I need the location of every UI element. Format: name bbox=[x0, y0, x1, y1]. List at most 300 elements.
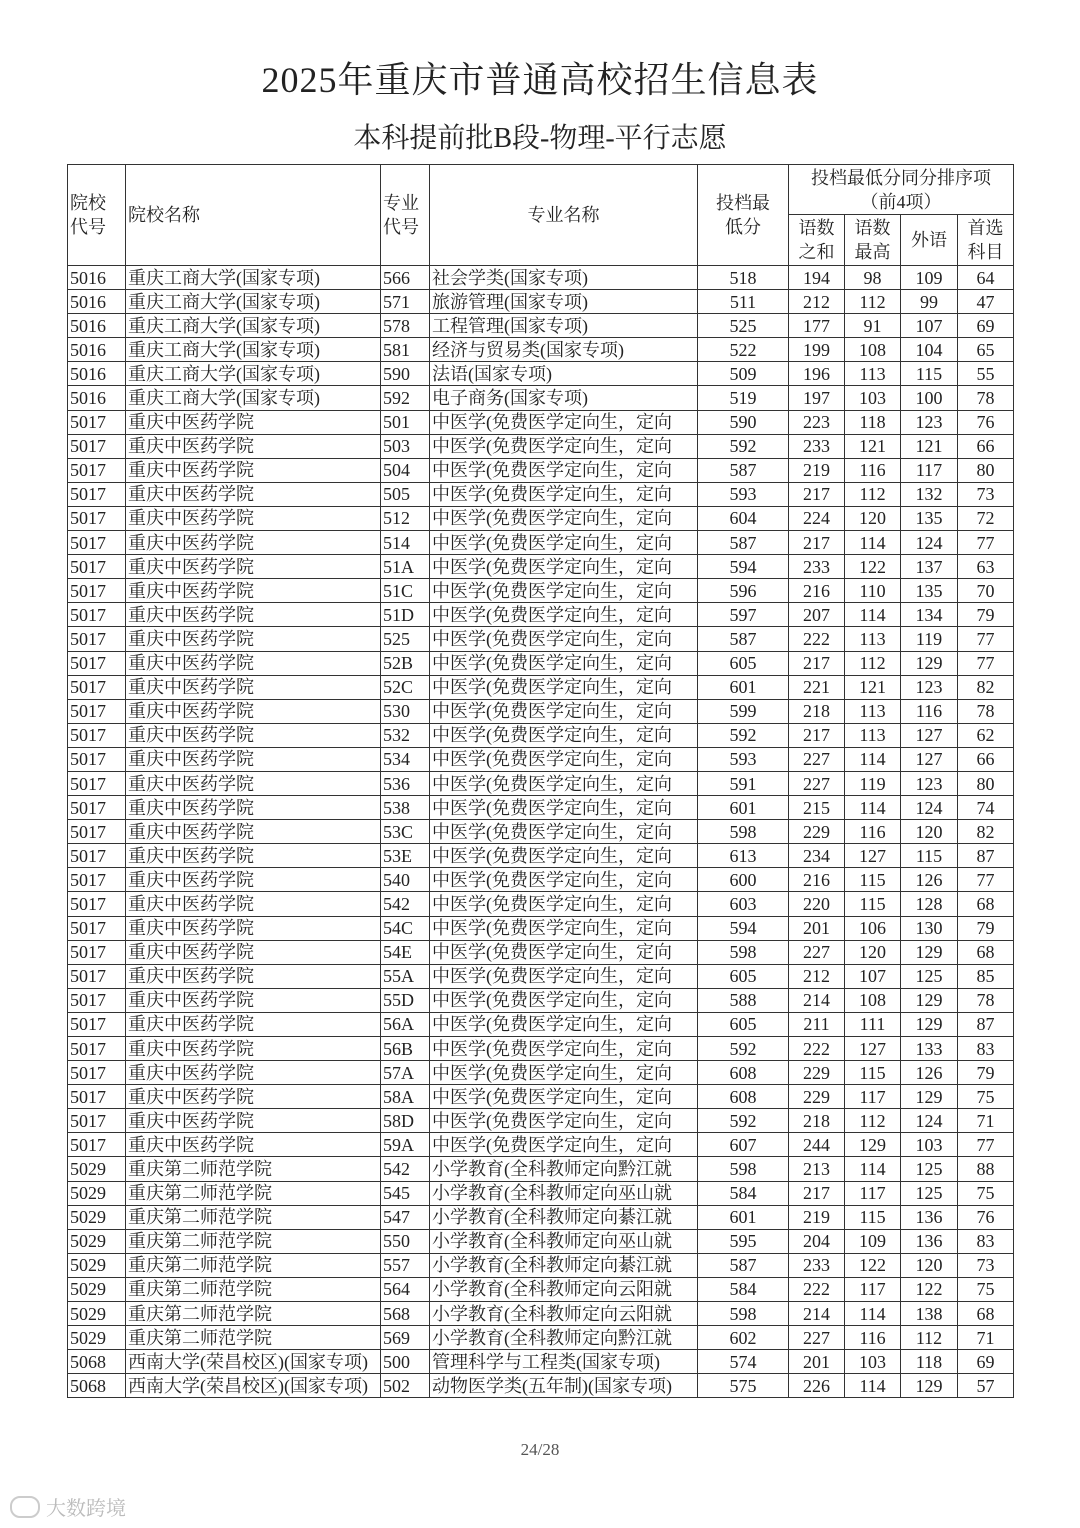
cell-school-name: 重庆中医药学院 bbox=[126, 555, 381, 579]
cell-tiebreak-4: 82 bbox=[958, 820, 1014, 844]
cell-school-name: 重庆第二师范学院 bbox=[126, 1277, 381, 1301]
cell-school-name: 西南大学(荣昌校区)(国家专项) bbox=[126, 1374, 381, 1398]
table-row bbox=[68, 940, 1014, 964]
cell-school-code: 5017 bbox=[68, 771, 126, 795]
cell-tiebreak-1: 217 bbox=[789, 531, 845, 555]
cell-school-name: 重庆第二师范学院 bbox=[126, 1253, 381, 1277]
cell-tiebreak-1: 227 bbox=[789, 1326, 845, 1350]
cell-tiebreak-4: 62 bbox=[958, 723, 1014, 747]
cell-school-code: 5016 bbox=[68, 290, 126, 314]
cell-major-code: 501 bbox=[381, 410, 430, 434]
cell-school-code: 5017 bbox=[68, 675, 126, 699]
cell-major-name: 工程管理(国家专项) bbox=[430, 314, 698, 338]
cell-tiebreak-3: 129 bbox=[901, 1012, 958, 1036]
table-row bbox=[68, 458, 1014, 482]
cell-major-code: 540 bbox=[381, 868, 430, 892]
cell-major-code: 592 bbox=[381, 386, 430, 410]
cell-school-code: 5017 bbox=[68, 1109, 126, 1133]
cell-min-score: 588 bbox=[698, 988, 789, 1012]
cell-min-score: 592 bbox=[698, 723, 789, 747]
cell-major-name: 中医学(免费医学定向生，定向 bbox=[430, 844, 698, 868]
cell-tiebreak-3: 125 bbox=[901, 964, 958, 988]
header-major-code: 专业代号 bbox=[381, 165, 430, 266]
table-row bbox=[68, 1229, 1014, 1253]
cell-school-code: 5017 bbox=[68, 723, 126, 747]
cell-major-name: 电子商务(国家专项) bbox=[430, 386, 698, 410]
cell-major-name: 小学教育(全科教师定向綦江就 bbox=[430, 1205, 698, 1229]
cell-school-name: 重庆中医药学院 bbox=[126, 1085, 381, 1109]
cell-school-code: 5017 bbox=[68, 1037, 126, 1061]
cell-tiebreak-4: 77 bbox=[958, 651, 1014, 675]
cell-tiebreak-4: 55 bbox=[958, 362, 1014, 386]
cell-major-code: 568 bbox=[381, 1302, 430, 1326]
cell-school-code: 5017 bbox=[68, 531, 126, 555]
table-row bbox=[68, 1253, 1014, 1277]
cell-major-code: 505 bbox=[381, 482, 430, 506]
cell-tiebreak-3: 132 bbox=[901, 482, 958, 506]
cell-major-name: 中医学(免费医学定向生，定向 bbox=[430, 1061, 698, 1085]
table-row bbox=[68, 868, 1014, 892]
cell-tiebreak-2: 109 bbox=[845, 1229, 901, 1253]
cell-school-code: 5016 bbox=[68, 338, 126, 362]
cell-tiebreak-3: 117 bbox=[901, 458, 958, 482]
table-row bbox=[68, 1374, 1014, 1398]
table-row bbox=[68, 651, 1014, 675]
cell-tiebreak-2: 107 bbox=[845, 964, 901, 988]
cell-school-code: 5068 bbox=[68, 1350, 126, 1374]
cell-major-name: 中医学(免费医学定向生，定向 bbox=[430, 1109, 698, 1133]
table-row bbox=[68, 1133, 1014, 1157]
table-row bbox=[68, 386, 1014, 410]
cell-major-code: 536 bbox=[381, 771, 430, 795]
cell-major-code: 52B bbox=[381, 651, 430, 675]
cell-major-name: 中医学(免费医学定向生，定向 bbox=[430, 506, 698, 530]
cell-tiebreak-3: 123 bbox=[901, 675, 958, 699]
cell-school-name: 重庆中医药学院 bbox=[126, 482, 381, 506]
cell-tiebreak-2: 114 bbox=[845, 1374, 901, 1398]
cell-tiebreak-4: 87 bbox=[958, 1012, 1014, 1036]
cell-tiebreak-1: 204 bbox=[789, 1229, 845, 1253]
cell-tiebreak-2: 115 bbox=[845, 892, 901, 916]
cell-min-score: 590 bbox=[698, 410, 789, 434]
cell-major-code: 550 bbox=[381, 1229, 430, 1253]
cell-tiebreak-2: 111 bbox=[845, 1012, 901, 1036]
cell-major-code: 534 bbox=[381, 747, 430, 771]
cell-tiebreak-3: 107 bbox=[901, 314, 958, 338]
cell-tiebreak-1: 233 bbox=[789, 434, 845, 458]
cell-min-score: 605 bbox=[698, 1012, 789, 1036]
cell-tiebreak-4: 83 bbox=[958, 1229, 1014, 1253]
cell-major-code: 569 bbox=[381, 1326, 430, 1350]
cell-school-name: 重庆中医药学院 bbox=[126, 771, 381, 795]
cell-school-code: 5017 bbox=[68, 988, 126, 1012]
cell-tiebreak-4: 63 bbox=[958, 555, 1014, 579]
cell-tiebreak-3: 123 bbox=[901, 410, 958, 434]
cell-major-code: 56B bbox=[381, 1037, 430, 1061]
table-row bbox=[68, 1350, 1014, 1374]
header-tiebreak-3: 外语 bbox=[901, 215, 958, 266]
cell-min-score: 587 bbox=[698, 458, 789, 482]
cell-tiebreak-4: 80 bbox=[958, 458, 1014, 482]
cell-school-name: 重庆工商大学(国家专项) bbox=[126, 314, 381, 338]
cell-tiebreak-1: 197 bbox=[789, 386, 845, 410]
cell-major-code: 557 bbox=[381, 1253, 430, 1277]
cell-school-code: 5017 bbox=[68, 555, 126, 579]
cell-tiebreak-4: 68 bbox=[958, 1302, 1014, 1326]
cell-major-name: 中医学(免费医学定向生，定向 bbox=[430, 458, 698, 482]
cell-school-name: 重庆中医药学院 bbox=[126, 796, 381, 820]
cell-tiebreak-2: 103 bbox=[845, 1350, 901, 1374]
cell-major-code: 530 bbox=[381, 699, 430, 723]
cell-tiebreak-2: 115 bbox=[845, 868, 901, 892]
cell-major-code: 525 bbox=[381, 627, 430, 651]
cell-tiebreak-2: 129 bbox=[845, 1133, 901, 1157]
cell-major-code: 578 bbox=[381, 314, 430, 338]
table-row bbox=[68, 1302, 1014, 1326]
cell-min-score: 605 bbox=[698, 651, 789, 675]
cell-school-name: 重庆中医药学院 bbox=[126, 651, 381, 675]
cell-tiebreak-1: 222 bbox=[789, 1037, 845, 1061]
cell-tiebreak-4: 69 bbox=[958, 314, 1014, 338]
table-row bbox=[68, 892, 1014, 916]
cell-min-score: 607 bbox=[698, 1133, 789, 1157]
cell-tiebreak-3: 119 bbox=[901, 627, 958, 651]
cell-major-name: 中医学(免费医学定向生，定向 bbox=[430, 988, 698, 1012]
cell-tiebreak-1: 217 bbox=[789, 723, 845, 747]
cell-major-name: 中医学(免费医学定向生，定向 bbox=[430, 482, 698, 506]
cell-tiebreak-3: 124 bbox=[901, 531, 958, 555]
cell-tiebreak-4: 71 bbox=[958, 1326, 1014, 1350]
table-row bbox=[68, 266, 1014, 290]
cell-tiebreak-2: 113 bbox=[845, 723, 901, 747]
cell-min-score: 598 bbox=[698, 820, 789, 844]
cell-tiebreak-4: 75 bbox=[958, 1277, 1014, 1301]
cell-min-score: 592 bbox=[698, 434, 789, 458]
cell-school-name: 重庆中医药学院 bbox=[126, 868, 381, 892]
table-row bbox=[68, 434, 1014, 458]
cell-tiebreak-1: 217 bbox=[789, 651, 845, 675]
cell-school-name: 重庆中医药学院 bbox=[126, 675, 381, 699]
table-row bbox=[68, 1205, 1014, 1229]
cell-school-code: 5017 bbox=[68, 579, 126, 603]
table-row bbox=[68, 1277, 1014, 1301]
cell-tiebreak-2: 108 bbox=[845, 988, 901, 1012]
cell-tiebreak-3: 121 bbox=[901, 434, 958, 458]
cell-school-name: 重庆中医药学院 bbox=[126, 820, 381, 844]
cell-school-code: 5029 bbox=[68, 1229, 126, 1253]
cell-min-score: 525 bbox=[698, 314, 789, 338]
cell-school-name: 重庆中医药学院 bbox=[126, 434, 381, 458]
cell-major-name: 旅游管理(国家专项) bbox=[430, 290, 698, 314]
cell-major-name: 中医学(免费医学定向生，定向 bbox=[430, 723, 698, 747]
cell-school-code: 5029 bbox=[68, 1277, 126, 1301]
cell-major-name: 社会学类(国家专项) bbox=[430, 266, 698, 290]
cell-major-code: 57A bbox=[381, 1061, 430, 1085]
cell-tiebreak-4: 68 bbox=[958, 940, 1014, 964]
cell-major-code: 566 bbox=[381, 266, 430, 290]
cell-tiebreak-2: 122 bbox=[845, 1253, 901, 1277]
cell-min-score: 518 bbox=[698, 266, 789, 290]
cell-school-code: 5017 bbox=[68, 844, 126, 868]
cell-min-score: 511 bbox=[698, 290, 789, 314]
cell-tiebreak-1: 212 bbox=[789, 964, 845, 988]
cell-school-code: 5017 bbox=[68, 940, 126, 964]
cell-tiebreak-1: 227 bbox=[789, 747, 845, 771]
cell-major-name: 中医学(免费医学定向生，定向 bbox=[430, 531, 698, 555]
cell-tiebreak-2: 116 bbox=[845, 820, 901, 844]
table-row bbox=[68, 603, 1014, 627]
cell-major-code: 547 bbox=[381, 1205, 430, 1229]
table-row bbox=[68, 1012, 1014, 1036]
cell-min-score: 601 bbox=[698, 675, 789, 699]
cell-tiebreak-2: 122 bbox=[845, 555, 901, 579]
table-row bbox=[68, 771, 1014, 795]
cell-school-name: 重庆第二师范学院 bbox=[126, 1157, 381, 1181]
cell-tiebreak-1: 217 bbox=[789, 1181, 845, 1205]
table-row bbox=[68, 579, 1014, 603]
cell-tiebreak-2: 112 bbox=[845, 1109, 901, 1133]
cell-school-name: 重庆工商大学(国家专项) bbox=[126, 362, 381, 386]
cell-min-score: 592 bbox=[698, 1037, 789, 1061]
cell-major-name: 中医学(免费医学定向生，定向 bbox=[430, 410, 698, 434]
cell-tiebreak-3: 135 bbox=[901, 579, 958, 603]
cell-tiebreak-1: 218 bbox=[789, 1109, 845, 1133]
cell-min-score: 603 bbox=[698, 892, 789, 916]
cell-tiebreak-1: 212 bbox=[789, 290, 845, 314]
cell-tiebreak-2: 113 bbox=[845, 627, 901, 651]
cell-tiebreak-2: 116 bbox=[845, 1326, 901, 1350]
cell-tiebreak-3: 129 bbox=[901, 651, 958, 675]
cell-tiebreak-4: 75 bbox=[958, 1085, 1014, 1109]
cell-school-name: 重庆中医药学院 bbox=[126, 699, 381, 723]
cell-tiebreak-4: 78 bbox=[958, 988, 1014, 1012]
table-row bbox=[68, 290, 1014, 314]
table-row bbox=[68, 627, 1014, 651]
cell-major-code: 581 bbox=[381, 338, 430, 362]
cell-major-code: 590 bbox=[381, 362, 430, 386]
cell-tiebreak-3: 129 bbox=[901, 988, 958, 1012]
cell-tiebreak-3: 135 bbox=[901, 506, 958, 530]
cell-tiebreak-3: 133 bbox=[901, 1037, 958, 1061]
table-row bbox=[68, 531, 1014, 555]
cell-school-code: 5029 bbox=[68, 1181, 126, 1205]
cell-school-code: 5017 bbox=[68, 796, 126, 820]
cell-tiebreak-4: 79 bbox=[958, 1061, 1014, 1085]
cell-school-code: 5029 bbox=[68, 1253, 126, 1277]
table-row bbox=[68, 1061, 1014, 1085]
cell-tiebreak-1: 229 bbox=[789, 820, 845, 844]
cell-major-name: 中医学(免费医学定向生，定向 bbox=[430, 579, 698, 603]
cell-tiebreak-1: 214 bbox=[789, 1302, 845, 1326]
cell-school-code: 5017 bbox=[68, 747, 126, 771]
cell-major-name: 中医学(免费医学定向生，定向 bbox=[430, 771, 698, 795]
cell-major-name: 中医学(免费医学定向生，定向 bbox=[430, 892, 698, 916]
cell-tiebreak-2: 98 bbox=[845, 266, 901, 290]
cell-tiebreak-3: 116 bbox=[901, 699, 958, 723]
cell-major-name: 法语(国家专项) bbox=[430, 362, 698, 386]
cell-tiebreak-1: 226 bbox=[789, 1374, 845, 1398]
cell-min-score: 601 bbox=[698, 1205, 789, 1229]
cell-min-score: 522 bbox=[698, 338, 789, 362]
cell-major-code: 571 bbox=[381, 290, 430, 314]
cell-min-score: 592 bbox=[698, 1109, 789, 1133]
cell-major-code: 58A bbox=[381, 1085, 430, 1109]
table-row bbox=[68, 338, 1014, 362]
cell-major-name: 中医学(免费医学定向生，定向 bbox=[430, 627, 698, 651]
cell-school-name: 重庆中医药学院 bbox=[126, 627, 381, 651]
cell-min-score: 597 bbox=[698, 603, 789, 627]
cell-tiebreak-4: 88 bbox=[958, 1157, 1014, 1181]
table-row bbox=[68, 675, 1014, 699]
table-row bbox=[68, 820, 1014, 844]
cell-tiebreak-3: 137 bbox=[901, 555, 958, 579]
cell-major-name: 小学教育(全科教师定向云阳就 bbox=[430, 1277, 698, 1301]
cell-major-code: 59A bbox=[381, 1133, 430, 1157]
cell-major-name: 中医学(免费医学定向生，定向 bbox=[430, 1037, 698, 1061]
cell-school-code: 5029 bbox=[68, 1205, 126, 1229]
cell-school-code: 5068 bbox=[68, 1374, 126, 1398]
cell-tiebreak-1: 244 bbox=[789, 1133, 845, 1157]
cell-tiebreak-2: 91 bbox=[845, 314, 901, 338]
cell-major-name: 经济与贸易类(国家专项) bbox=[430, 338, 698, 362]
cell-tiebreak-1: 227 bbox=[789, 771, 845, 795]
cell-school-code: 5017 bbox=[68, 627, 126, 651]
cell-tiebreak-4: 72 bbox=[958, 506, 1014, 530]
cell-school-name: 重庆中医药学院 bbox=[126, 1037, 381, 1061]
watermark bbox=[10, 1492, 126, 1521]
cell-major-code: 545 bbox=[381, 1181, 430, 1205]
cell-major-code: 55D bbox=[381, 988, 430, 1012]
cell-major-name: 中医学(免费医学定向生，定向 bbox=[430, 916, 698, 940]
cell-school-code: 5017 bbox=[68, 434, 126, 458]
cell-major-code: 54C bbox=[381, 916, 430, 940]
cell-school-name: 重庆第二师范学院 bbox=[126, 1302, 381, 1326]
cell-tiebreak-2: 115 bbox=[845, 1061, 901, 1085]
cell-major-name: 小学教育(全科教师定向黔江就 bbox=[430, 1326, 698, 1350]
cell-tiebreak-2: 127 bbox=[845, 844, 901, 868]
cell-tiebreak-3: 125 bbox=[901, 1157, 958, 1181]
cell-school-name: 重庆中医药学院 bbox=[126, 531, 381, 555]
cell-min-score: 602 bbox=[698, 1326, 789, 1350]
cell-major-name: 小学教育(全科教师定向黔江就 bbox=[430, 1157, 698, 1181]
cell-major-name: 中医学(免费医学定向生，定向 bbox=[430, 651, 698, 675]
cell-school-name: 重庆中医药学院 bbox=[126, 1061, 381, 1085]
cell-tiebreak-3: 130 bbox=[901, 916, 958, 940]
cell-tiebreak-1: 222 bbox=[789, 627, 845, 651]
table-row bbox=[68, 723, 1014, 747]
cell-min-score: 608 bbox=[698, 1085, 789, 1109]
cell-tiebreak-3: 120 bbox=[901, 820, 958, 844]
cell-school-name: 重庆第二师范学院 bbox=[126, 1326, 381, 1350]
cell-tiebreak-1: 199 bbox=[789, 338, 845, 362]
cell-min-score: 593 bbox=[698, 747, 789, 771]
cell-major-name: 小学教育(全科教师定向巫山就 bbox=[430, 1181, 698, 1205]
cell-tiebreak-1: 201 bbox=[789, 916, 845, 940]
cell-tiebreak-1: 194 bbox=[789, 266, 845, 290]
cell-min-score: 604 bbox=[698, 506, 789, 530]
table-row bbox=[68, 844, 1014, 868]
cell-tiebreak-3: 126 bbox=[901, 868, 958, 892]
cell-major-name: 中医学(免费医学定向生，定向 bbox=[430, 1012, 698, 1036]
cell-school-code: 5017 bbox=[68, 1061, 126, 1085]
cell-major-name: 中医学(免费医学定向生，定向 bbox=[430, 555, 698, 579]
watermark-text: 大数跨境 bbox=[46, 1496, 126, 1520]
cell-tiebreak-4: 79 bbox=[958, 603, 1014, 627]
cell-tiebreak-1: 233 bbox=[789, 555, 845, 579]
cell-major-code: 51C bbox=[381, 579, 430, 603]
cell-major-name: 小学教育(全科教师定向綦江就 bbox=[430, 1253, 698, 1277]
cell-min-score: 596 bbox=[698, 579, 789, 603]
cell-school-code: 5016 bbox=[68, 362, 126, 386]
cell-min-score: 598 bbox=[698, 940, 789, 964]
cell-school-code: 5017 bbox=[68, 868, 126, 892]
cell-school-name: 重庆中医药学院 bbox=[126, 940, 381, 964]
cell-tiebreak-2: 113 bbox=[845, 699, 901, 723]
cell-school-name: 西南大学(荣昌校区)(国家专项) bbox=[126, 1350, 381, 1374]
cell-tiebreak-2: 112 bbox=[845, 290, 901, 314]
cell-tiebreak-1: 216 bbox=[789, 579, 845, 603]
cell-tiebreak-4: 83 bbox=[958, 1037, 1014, 1061]
cell-major-code: 503 bbox=[381, 434, 430, 458]
cell-major-name: 中医学(免费医学定向生，定向 bbox=[430, 699, 698, 723]
cell-school-name: 重庆第二师范学院 bbox=[126, 1205, 381, 1229]
page-subtitle: 本科提前批B段-物理-平行志愿 bbox=[353, 123, 727, 154]
table-row bbox=[68, 1037, 1014, 1061]
cell-school-name: 重庆中医药学院 bbox=[126, 1133, 381, 1157]
cell-school-code: 5016 bbox=[68, 386, 126, 410]
cell-tiebreak-2: 121 bbox=[845, 675, 901, 699]
cell-min-score: 593 bbox=[698, 482, 789, 506]
cell-tiebreak-2: 115 bbox=[845, 1205, 901, 1229]
cell-min-score: 587 bbox=[698, 1253, 789, 1277]
cell-major-code: 52C bbox=[381, 675, 430, 699]
cell-tiebreak-3: 120 bbox=[901, 1253, 958, 1277]
cell-school-name: 重庆中医药学院 bbox=[126, 458, 381, 482]
cell-school-code: 5017 bbox=[68, 820, 126, 844]
cell-tiebreak-3: 125 bbox=[901, 1181, 958, 1205]
cell-tiebreak-1: 223 bbox=[789, 410, 845, 434]
cell-min-score: 591 bbox=[698, 771, 789, 795]
cell-school-name: 重庆中医药学院 bbox=[126, 579, 381, 603]
table-row bbox=[68, 1109, 1014, 1133]
cell-tiebreak-1: 229 bbox=[789, 1061, 845, 1085]
cell-tiebreak-2: 114 bbox=[845, 747, 901, 771]
cell-tiebreak-1: 214 bbox=[789, 988, 845, 1012]
cell-tiebreak-4: 82 bbox=[958, 675, 1014, 699]
cell-school-name: 重庆工商大学(国家专项) bbox=[126, 386, 381, 410]
cell-school-code: 5029 bbox=[68, 1302, 126, 1326]
cell-school-name: 重庆中医药学院 bbox=[126, 410, 381, 434]
cell-tiebreak-1: 234 bbox=[789, 844, 845, 868]
cell-tiebreak-4: 76 bbox=[958, 410, 1014, 434]
cell-tiebreak-4: 74 bbox=[958, 796, 1014, 820]
table-row bbox=[68, 410, 1014, 434]
header-school-name: 院校名称 bbox=[126, 165, 381, 266]
cell-tiebreak-4: 66 bbox=[958, 747, 1014, 771]
table-row bbox=[68, 1326, 1014, 1350]
cell-school-name: 重庆工商大学(国家专项) bbox=[126, 266, 381, 290]
cell-tiebreak-3: 99 bbox=[901, 290, 958, 314]
table-row bbox=[68, 964, 1014, 988]
cell-min-score: 605 bbox=[698, 964, 789, 988]
cell-major-code: 502 bbox=[381, 1374, 430, 1398]
cell-tiebreak-4: 47 bbox=[958, 290, 1014, 314]
header-school-code: 院校代号 bbox=[68, 165, 126, 266]
cell-major-code: 54E bbox=[381, 940, 430, 964]
cell-tiebreak-1: 215 bbox=[789, 796, 845, 820]
cell-tiebreak-2: 112 bbox=[845, 482, 901, 506]
cell-tiebreak-3: 124 bbox=[901, 796, 958, 820]
